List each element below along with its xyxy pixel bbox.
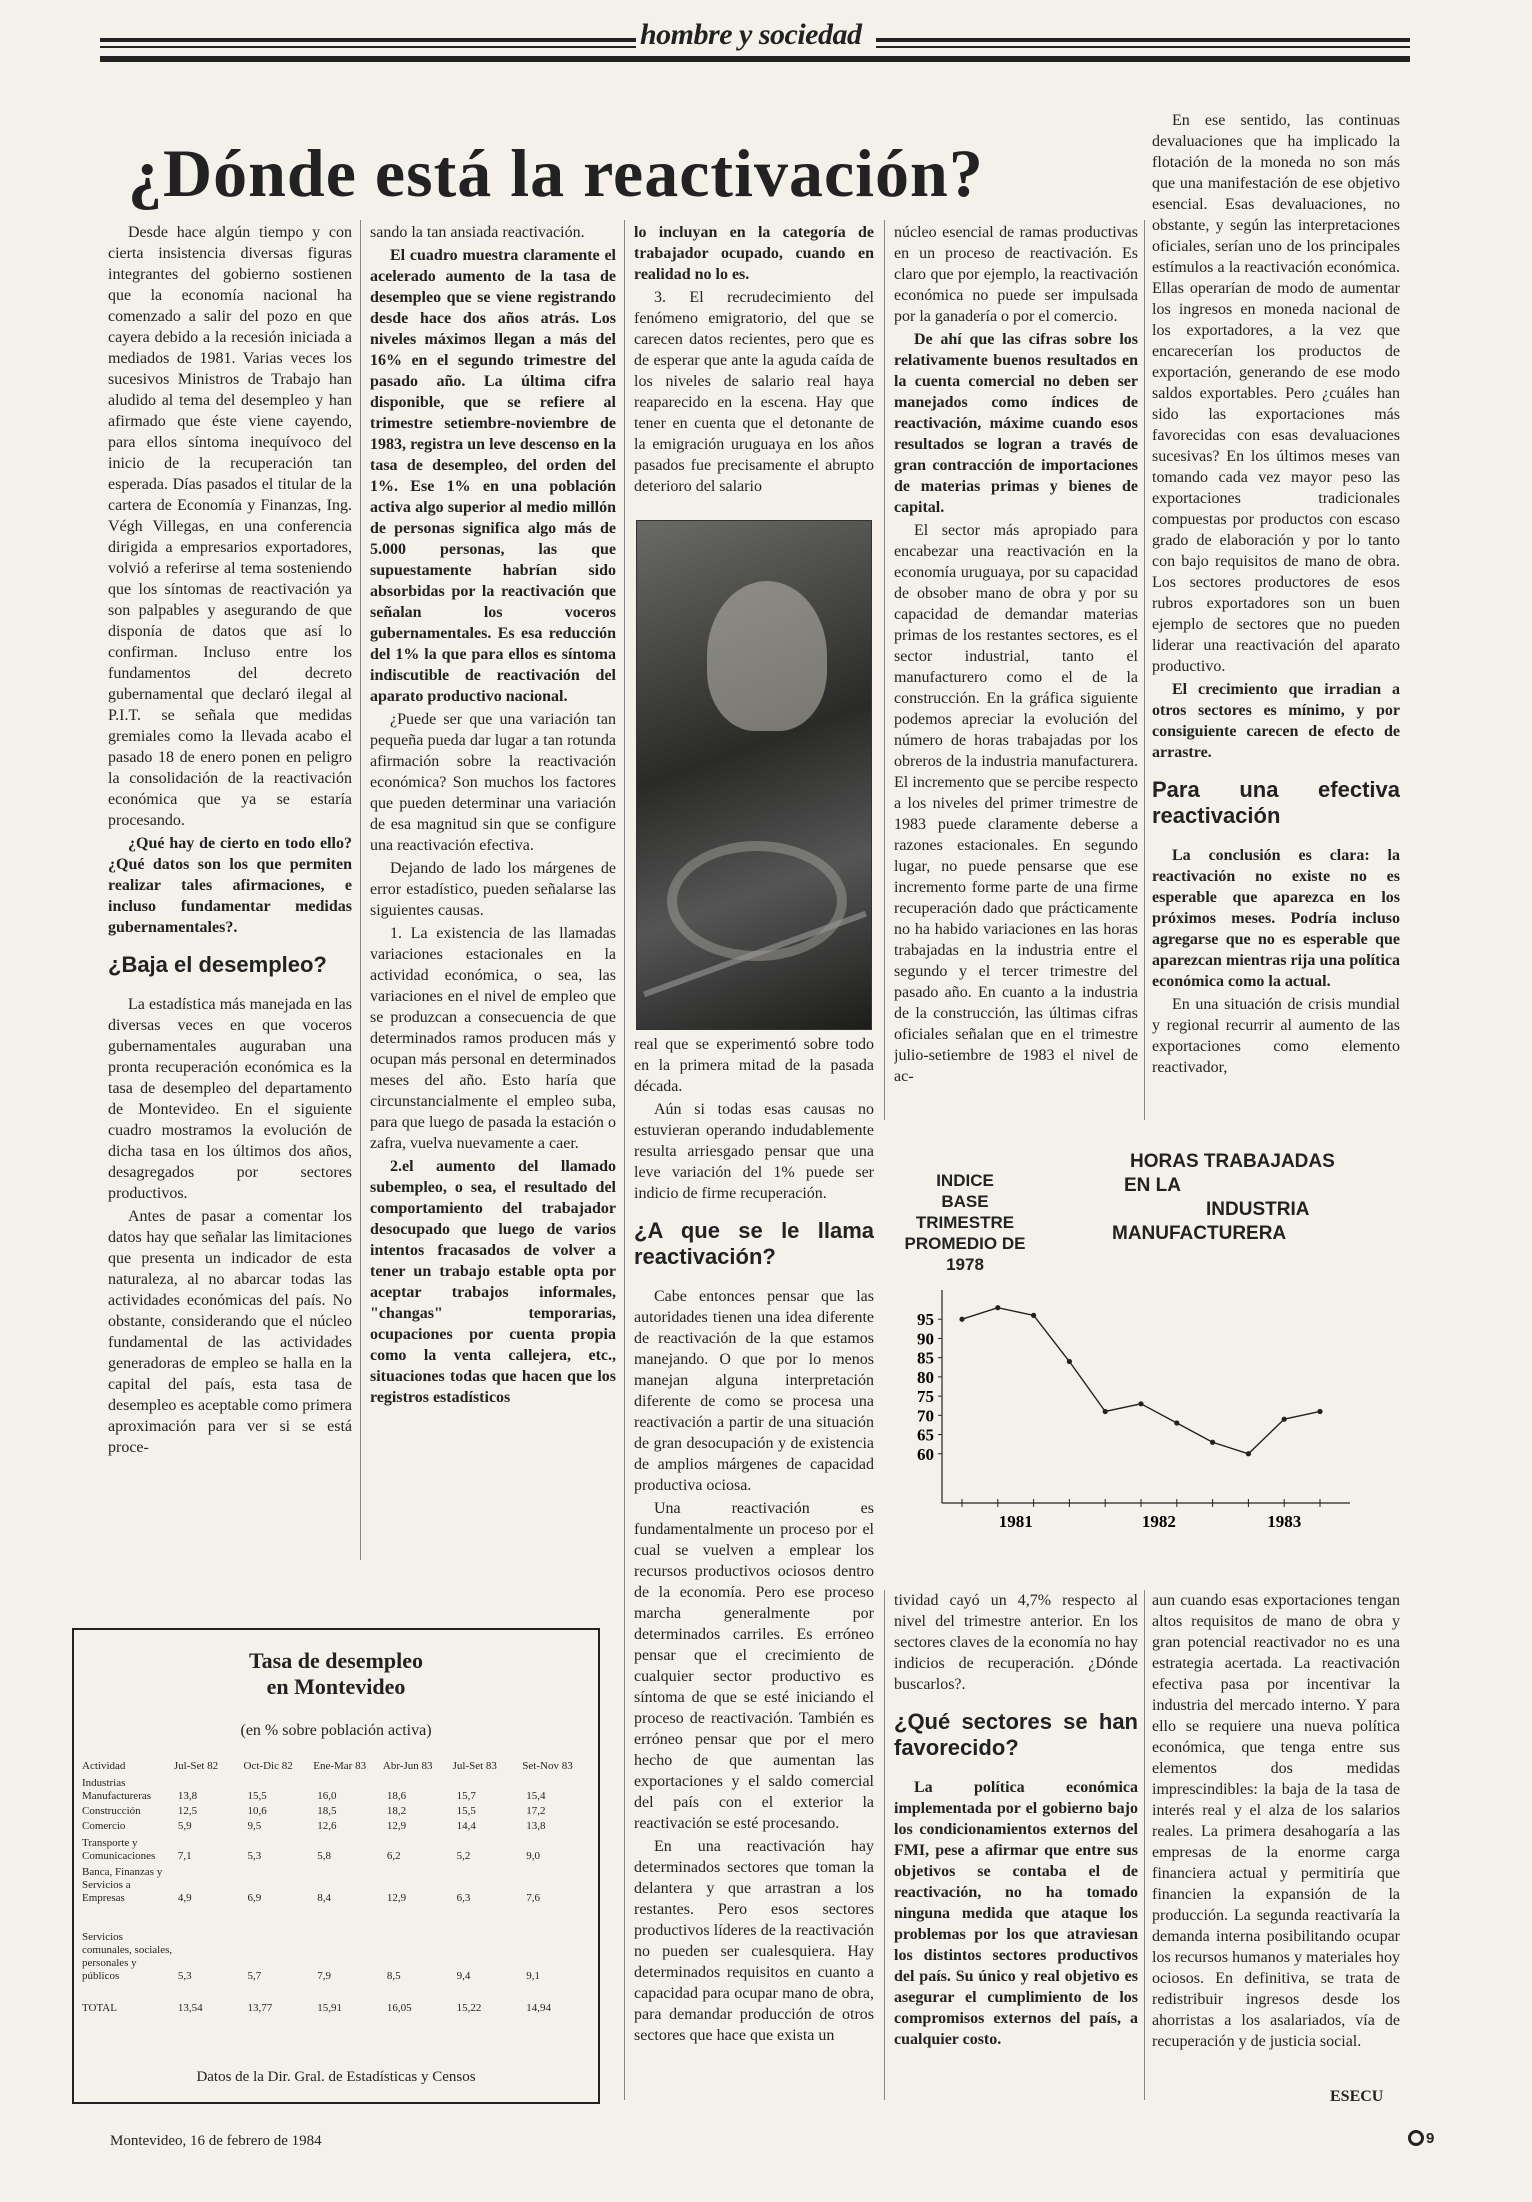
table-body xyxy=(82,1774,592,2016)
column-rule-5 xyxy=(1144,1590,1145,2100)
table-cell: 14,4 xyxy=(456,1820,476,1832)
table-cell: 7,1 xyxy=(177,1850,192,1862)
table-cell: 5,9 xyxy=(177,1820,192,1832)
table-cell: 18,6 xyxy=(386,1790,407,1802)
table-cell: 6,9 xyxy=(247,1892,262,1904)
chart-title-left-line-2: BASE xyxy=(941,1192,989,1211)
col2-paragraph-2: El cuadro muestra claramente el acelerado aumento de la tasa de desempleo que se viene registrando desde hace dos años atrás. Los niveles máximos llegan a más del 16% en el segundo trimestre del pasado año. La última cifra disponible, que se refiere al trimestre setiembre-noviembre de 1983, registra un leve descenso en la tasa de desempleo, del orden del 1%. Ese 1% en una población activa algo superior al medio millón de personas significa algo más de 5.000 personas, las que supuestamente habrían sido absorbidas por la reactivación que señalan los voceros gubernamentales. Es esa reducción del 1% la que para ellos es síntoma indiscutible de reactivación del aparato productivo nacional. xyxy=(370,247,616,705)
chart-title-right-line-4: MANUFACTURERA xyxy=(1112,1223,1287,1244)
chart-title-left-line-4: PROMEDIO DE xyxy=(904,1234,1026,1253)
table-cell: 15,22 xyxy=(456,2002,482,2014)
col4-paragraph-3: El sector más apropiado para encabezar una reactivación en la economía uruguaya, por su capacidad de obsober mano de obra y por su capacidad de demandar materias primas de los restantes sectores, es el sector industrial, tanto el manufacturero como el de la construcción. En la gráfica siguiente podemos apreciar la evolución del número de horas trabajadas por los obreros de la industria manufacturera. El incremento que se percibe respecto a los niveles del primer trimestre de 1983 puede claramente deberse a razones estacionales. En segundo lugar, no puede pensarse que ese incremento forme parte de una firme recuperación dado que prácticamente no ha habido variaciones en las horas trabajadas en la industria entre el segundo y el tercer trimestre del pasado año. En cuanto a la industria de la construcción, las últimas cifras oficiales señalan que en el trimestre julio-setiembre de 1983 el nivel de ac- xyxy=(894,522,1138,1085)
table-cell: 8,5 xyxy=(386,1970,401,1982)
col3-paragraph-2: 3. El recrudecimiento del fenómeno emigratorio, del que se carecen datos recientes, pero que es de esperar que ante la aguda caída de los niveles de salario real haya reaparecido en la escena. Hay que tener en cuenta que el detonante de la emigración uruguaya en los años pasados fue precisamente el abrupto deterioro del salario xyxy=(634,289,874,495)
table-row-label: Banca, Finanzas y Servicios a Empresas xyxy=(82,1866,163,1904)
table-row xyxy=(82,1834,592,1864)
chart-data-point xyxy=(1031,1313,1036,1318)
table-cell: 16,05 xyxy=(386,2002,412,2014)
table-row-label: Comercio xyxy=(82,1820,126,1832)
chart-y-tick-label: 85 xyxy=(917,1348,934,1368)
column-rule-6 xyxy=(884,1590,885,2100)
chart-title-left-line-1: INDICE xyxy=(936,1171,994,1190)
table-cell: 15,5 xyxy=(456,1805,476,1817)
chart-data-point xyxy=(1282,1417,1287,1422)
table-cell: 12,9 xyxy=(386,1820,407,1832)
chart-title-right-line-1: HORAS TRABAJADAS xyxy=(1130,1151,1335,1172)
subhead-baja-desempleo: ¿Baja el desempleo? xyxy=(108,952,327,977)
chart-x-tick-label: 1982 xyxy=(1141,1512,1176,1531)
table-header-cell: Jul-Set 82 xyxy=(173,1760,219,1772)
col4-paragraph-2: De ahí que las cifras sobre los relativamente buenos resultados en la cuenta comercial no deben ser manejados como índices de reactivación, máxime cuando esos resultados se logran a través de gran contracción de importaciones de materias primas y bienes de capital. xyxy=(894,331,1138,516)
col3-paragraph-5: Cabe entonces pensar que las autoridades tienen una idea diferente de reactivación de la que estamos manejando. O que por lo menos manejan alguna interpretación diferente de como se procesa una reactivación a partir de una situación de gran desocupación y de existencia de amplios márgenes de capacidad productiva ociosa. xyxy=(634,1288,874,1494)
col1-paragraph-3: La estadística más manejada en las diversas veces en que voceros gubernamentales auguraban una pronta recuperación económica es la tasa de desempleo del departamento de Montevideo. En el siguiente cuadro mostramos la evolución de dicha tasa en los últimos dos años, desagregados por sectores productivos. xyxy=(108,996,352,1202)
table-cell: 5,3 xyxy=(177,1970,192,1982)
table-cell: 9,0 xyxy=(526,1850,541,1862)
table-cell: 18,2 xyxy=(386,1805,407,1817)
col3-paragraph-7: En una reactivación hay determinados sectores que toman la delantera y que arrastran a los restantes. Pero esos sectores productivos líderes de la reactivación no pueden ser cualesquiera. Hay determinados requisitos en cuanto a capacidad para ocupar mano de obra, para demandar producción de otros sectores que hace que exista un xyxy=(634,1838,874,2044)
chart-data-point xyxy=(1246,1451,1251,1456)
chart-y-tick-label: 90 xyxy=(917,1329,934,1349)
page-number xyxy=(1408,2130,1434,2147)
header-rule-left-2 xyxy=(100,46,636,48)
table-row xyxy=(82,1906,592,1984)
table-cell: 15,91 xyxy=(317,2002,342,2014)
photo-worker-figure xyxy=(707,581,827,731)
chart-title-right-line-2: EN LA xyxy=(1124,1175,1181,1196)
table-cell: 8,4 xyxy=(317,1892,331,1904)
subhead-que-se-llama: ¿A que se le llama reactivación? xyxy=(634,1218,874,1269)
chart-plot xyxy=(880,1148,1420,1568)
chart-data-point xyxy=(1317,1409,1322,1414)
table-cell: 10,6 xyxy=(247,1805,267,1817)
table-header-cell: Set-Nov 83 xyxy=(522,1760,573,1772)
col1-paragraph-2: ¿Qué hay de cierto en todo ello? ¿Qué datos son los que permiten realizar tales afirmaciones, e incluso fundamentar medidas gubernamentales?. xyxy=(108,835,352,936)
table-row xyxy=(82,1819,592,1834)
table-header-cell: Ene-Mar 83 xyxy=(313,1760,367,1772)
chart-data-point xyxy=(1174,1420,1179,1425)
photo-grinder-wheel xyxy=(667,841,847,961)
chart-data-point xyxy=(995,1305,1000,1310)
col5-paragraph-2: El crecimiento que irradian a otros sectores es mínimo, y por consiguiente carecen de efecto de arrastre. xyxy=(1152,681,1400,761)
table-cell: 9,1 xyxy=(526,1970,541,1982)
chart-y-tick-label: 75 xyxy=(917,1387,934,1407)
header-rule-left xyxy=(100,38,636,42)
table-header-row xyxy=(82,1758,592,1774)
table-row-label: Industrias Manufactureras xyxy=(82,1777,152,1802)
table-cell: 12,9 xyxy=(386,1892,407,1904)
table-cell: 6,2 xyxy=(386,1850,401,1862)
column-rule-4 xyxy=(1144,220,1145,1120)
unemployment-table-box xyxy=(72,1628,600,2104)
table-cell: 4,9 xyxy=(177,1892,192,1904)
col4-paragraph-1: núcleo esencial de ramas productivas en un proceso de reactivación. Es claro que por ejemplo, la reactivación económica no puede ser impulsada por la ganadería o por el comercio. xyxy=(894,224,1138,325)
chart-y-tick-label: 70 xyxy=(917,1406,934,1426)
col4-paragraph-5: La política económica implementada por el gobierno bajo los condicionamientos externos del FMI, pese a afirmar que entre sus objetivos se contaba el de reactivación, no ha tomado ninguna medida que ataque los problemas por los que atraviesan los distintos sectores productivos del país. Su único y real objetivo es asegurar el cumplimiento de los compromisos externos del país, a cualquier costo. xyxy=(894,1779,1138,2048)
table-cell: 13,8 xyxy=(526,1820,546,1832)
table-cell: 15,5 xyxy=(247,1790,267,1802)
table-cell: 13,54 xyxy=(177,2002,203,2014)
chart-data-point xyxy=(1210,1440,1215,1445)
header-rule-right xyxy=(876,38,1410,42)
col2-paragraph-5: 1. La existencia de las llamadas variaciones estacionales en la actividad económica, o sea, las variaciones en el nivel de empleo que se produzcan a consecuencia de que determinados ramos producen más y ocupan más personal en determinados meses del año. Esto haría que circunstancialmente el empleo suba, para que luego de pasada la estación o zafra, vuelva nuevamente a caer. xyxy=(370,925,616,1152)
table-header-cell: Oct-Dic 82 xyxy=(243,1760,293,1772)
column-rule-3 xyxy=(884,220,885,1120)
chart-data-point xyxy=(1067,1359,1072,1364)
footer-dateline: Montevideo, 16 de febrero de 1984 xyxy=(110,2133,322,2149)
chart-title-left-line-3: TRIMESTRE xyxy=(915,1213,1015,1232)
table-cell: 16,0 xyxy=(317,1790,337,1802)
chart-title-left-line-5: 1978 xyxy=(946,1255,984,1274)
column-1 xyxy=(108,222,352,1562)
table-cell: 6,3 xyxy=(456,1892,471,1904)
page-logo-icon xyxy=(1408,2130,1424,2146)
headline-rule xyxy=(100,56,1410,62)
table-subtitle: (en % sobre población activa) xyxy=(240,1722,432,1739)
table-cell: 13,77 xyxy=(247,2002,273,2014)
column-4-bottom xyxy=(894,1590,1138,2110)
table-cell: 12,5 xyxy=(177,1805,198,1817)
table-cell: 5,7 xyxy=(247,1970,262,1982)
headline: ¿Dónde está la reactivación? xyxy=(128,135,984,211)
column-3-bottom xyxy=(634,1034,874,2104)
table-cell: 5,8 xyxy=(317,1850,331,1862)
col3-paragraph-4: Aún si todas esas causas no estuvieran operando indudablemente resulta arriesgado pensar que una leve variación del 1% puede ser indicio de firme recuperación. xyxy=(634,1101,874,1202)
chart-x-tick-label: 1981 xyxy=(998,1512,1033,1531)
table-cell: 18,5 xyxy=(317,1805,337,1817)
col3-paragraph-6: Una reactivación es fundamentalmente un proceso por el cual se vuelven a emplear los recursos productivos ociosos dentro de la economía. Pero ese proceso marcha generalmente por determinados carriles. Es erróneo pensar que el crecimiento de cualquier sector productivo es síntoma de que se esté iniciando el proceso de reactivación. También es erróneo pensar que por el mero hecho de que aumentan las exportaciones y el saldo comercial del país con el exterior la reactivación se esté procesando. xyxy=(634,1500,874,1832)
table-cell: 5,2 xyxy=(456,1850,471,1862)
col5-paragraph-5: aun cuando esas exportaciones tengan altos requisitos de mano de obra y gran potencial reactivador no es una estrategia acertada. La reactivación efectiva pasa por incentivar la industria del mercado interno. Y para ello se requiere una nueva política económica, que tenga entre sus elementos dos medidas imprescindibles: la baja de la tasa de interés real y el alza de los salarios reales. La primera desahogaría a las empresas de la enorme carga financiera actual y permitiría que financien la expansión de la producción. La segunda reactivaría la demanda interna posibilitando ocupar los recursos humanos y materiales hoy ociosos. En definitiva, se trata de redistribuir ingresos desde los ahorristas a los asalariados, vía de recuperación y de justicia social. xyxy=(1152,1592,1400,2050)
signature: ESECU xyxy=(1330,2088,1384,2105)
col3-paragraph-1: lo incluyan en la categoría de trabajador ocupado, cuando en realidad no lo es. xyxy=(634,224,874,283)
col1-paragraph-1: Desde hace algún tiempo y con cierta insistencia diversas figuras integrantes del gobierno sostienen que la economía nacional ha comenzado a salir del pozo en que cayera debido a la recesión iniciada a mediados de 1981. Varias veces los sucesivos Ministros de Trabajo han aludido al tema del desempleo y han afirmado que éste viene cayendo, para ellos síntoma inequívoco del inicio de la recuperación tan esperada. Días pasados el titular de la cartera de Economía y Finanzas, Ing. Végh Villegas, en una conferencia dirigida a empresarios exportadores, volvió a referirse al tema sosteniendo que los síntomas de reactivación ya son palpables y asegurando de que disponía de datos que así lo confirman. Incluso entre los fundamentos del decreto gubernamental que declaró ilegal al P.I.T. se señala que medidas gremiales como la llevada acabo el pasado 18 de enero ponen en peligro la consolidación de la reactivación económica que ya se estaría procesando. xyxy=(108,224,352,829)
table-row-label: Servicios comunales, sociales, personales y públicos xyxy=(82,1931,173,1982)
table-header-cell: Actividad xyxy=(82,1760,126,1772)
table-row xyxy=(82,1984,592,2016)
subhead-que-sectores: ¿Qué sectores se han favorecido? xyxy=(894,1709,1138,1760)
column-5-top xyxy=(1152,110,1400,1140)
chart-data-point xyxy=(1138,1401,1143,1406)
table-source: Datos de la Dir. Gral. de Estadísticas y Censos xyxy=(196,2069,476,2085)
table-title-line-1: Tasa de desempleo xyxy=(249,1648,423,1673)
page-number-text: 9 xyxy=(1426,2130,1435,2147)
table-cell: 14,94 xyxy=(526,2002,552,2014)
table-cell: 12,6 xyxy=(317,1820,337,1832)
table-header-cell: Jul-Set 83 xyxy=(452,1760,497,1772)
col5-paragraph-4: En una situación de crisis mundial y regional recurrir al aumento de las exportaciones como elemento reactivador, xyxy=(1152,996,1400,1076)
table-row-label: Construcción xyxy=(82,1805,141,1817)
chart-x-tick-label: 1983 xyxy=(1267,1512,1302,1531)
table-cell: 15,7 xyxy=(456,1790,476,1802)
chart-series-line xyxy=(962,1308,1320,1454)
table-cell: 7,9 xyxy=(317,1970,331,1982)
header-rule-right-2 xyxy=(876,46,1410,48)
section-title: hombre y sociedad xyxy=(640,18,862,51)
table-cell: 7,6 xyxy=(526,1892,541,1904)
chart-y-tick-label: 65 xyxy=(917,1425,934,1445)
worker-photo xyxy=(636,520,872,1030)
column-3-top xyxy=(634,222,874,514)
table-title-line-2: en Montevideo xyxy=(266,1674,406,1699)
col1-paragraph-4: Antes de pasar a comentar los datos hay que señalar las limitaciones que presenta un indicador de esta naturaleza, al no abarcar todas las actividades económicas del país. No obstante, considerando que el núcleo fundamental de las actividades generadoras de empleo se halla en la capital del país, esta tasa de desempleo es aceptable como primera aproximación para ver si se está proce- xyxy=(108,1208,352,1456)
table-row-label: Transporte y Comunicaciones xyxy=(82,1837,156,1862)
column-rule-1 xyxy=(360,220,361,1560)
col4-paragraph-4: tividad cayó un 4,7% respecto al nivel del trimestre anterior. En los sectores claves de la economía no hay indicios de recuperación. ¿Dónde buscarlos?. xyxy=(894,1592,1138,1693)
table-header-cell: Abr-Jun 83 xyxy=(382,1760,433,1772)
column-4-top xyxy=(894,222,1138,1142)
col2-paragraph-1: sando la tan ansiada reactivación. xyxy=(370,224,585,241)
col5-paragraph-1: En ese sentido, las continuas devaluaciones que ha implicado la flotación de la moneda no son más que una manifestación de ese objetivo esencial. Esas devaluaciones, no obstante, y según las interpretaciones oficiales, serían uno de los principales estímulos a la reactivación económica. Ellas operarían de modo de aumentar los ingresos en moneda nacional de los exportadores, a la vez que encarecerían los productos de exportación, generando de ese modo saldos exportables. Pero ¿cuáles han sido las exportaciones más favorecidas con esas devaluaciones sucesivas? En los últimos meses van tomando cada vez mayor peso las exportaciones tradicionales compuestas por productos con escaso grado de elaboración y por lo tanto con bajo requisitos de mano de obra. Los sectores productores de esos rubros exportadores son un buen ejemplo de sectores que no pueden liderar una reactivación del aparato productivo. xyxy=(1152,112,1400,675)
col2-paragraph-6: 2.el aumento del llamado subempleo, o sea, el resultado del comportamiento del trabajador desocupado que luego de varios intentos fracasados de volver a tener un trabajo estable opta por aceptar trabajos informales, "changas" temporarias, ocupaciones por cuenta propia como la venta callejera, etc., situaciones todas que hacen que los registros estadísticos xyxy=(370,1158,616,1406)
col5-paragraph-3: La conclusión es clara: la reactivación no existe no es esperable que aparezca en los próximos meses. Podría incluso agregarse que no es esperable que aparezcan mientras rija una política económica como la actual. xyxy=(1152,847,1400,990)
table-row xyxy=(82,1774,592,1804)
table-cell: 17,2 xyxy=(526,1805,546,1817)
chart-y-tick-label: 80 xyxy=(917,1367,934,1387)
subhead-efectiva-reactivacion: Para una efectiva reactivación xyxy=(1152,777,1400,828)
column-5-bottom xyxy=(1152,1590,1400,2090)
chart-y-tick-label: 95 xyxy=(917,1310,934,1330)
chart-data-point xyxy=(959,1317,964,1322)
table-cell: 9,4 xyxy=(456,1970,471,1982)
chart-y-tick-label: 60 xyxy=(917,1444,934,1464)
column-rule-2 xyxy=(624,220,625,2100)
table-cell: 5,3 xyxy=(247,1850,262,1862)
unemployment-table xyxy=(82,1758,592,2016)
table-cell: 13,8 xyxy=(177,1790,198,1802)
table-row-label: TOTAL xyxy=(82,2002,117,2014)
column-2 xyxy=(370,222,616,1562)
table-row xyxy=(82,1864,592,1906)
hours-worked-chart xyxy=(880,1148,1420,1568)
table-cell: 15,4 xyxy=(526,1790,546,1802)
col2-paragraph-3: ¿Puede ser que una variación tan pequeña pueda dar lugar a tan rotunda afirmación sobre la reactivación económica? Son muchos los factores que pueden determinar una variación de esa magnitud sin que se configure una reactivación efectiva. xyxy=(370,711,616,854)
col3-paragraph-3: real que se experimentó sobre todo en la primera mitad de la pasada década. xyxy=(634,1036,874,1095)
chart-title-right-line-3: INDUSTRIA xyxy=(1206,1199,1310,1220)
col2-paragraph-4: Dejando de lado los márgenes de error estadístico, pueden señalarse las siguientes causas. xyxy=(370,860,616,919)
chart-data-point xyxy=(1103,1409,1108,1414)
table-row xyxy=(82,1804,592,1819)
table-cell: 9,5 xyxy=(247,1820,262,1832)
